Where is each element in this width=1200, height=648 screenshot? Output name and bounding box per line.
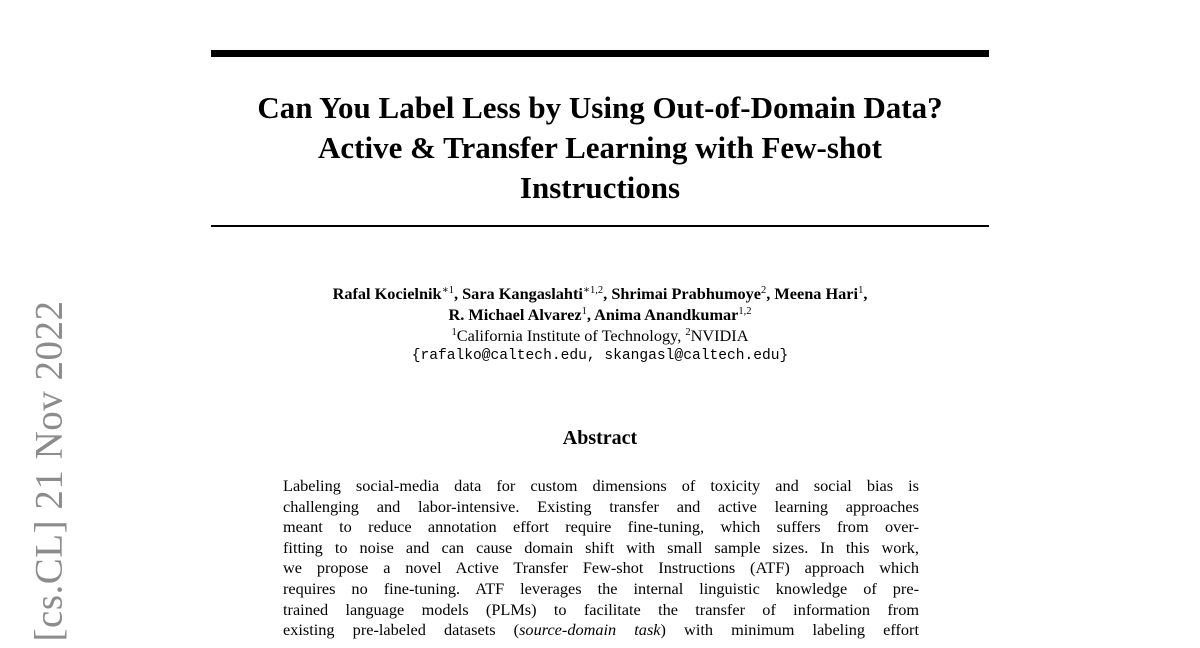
affiliation-name: California Institute of Technology, (456, 326, 686, 345)
author-sep: , (863, 284, 868, 303)
author-name: Rafal Kocielnik (332, 284, 442, 303)
affil-marker: 1 (451, 327, 457, 338)
author-name: Meena Hari (774, 284, 859, 303)
author-line-2 (211, 304, 989, 325)
title-bottom-rule (211, 225, 989, 227)
author-name: Sara Kangaslahti (462, 284, 583, 303)
author-affil: ∗1,2 (582, 285, 604, 296)
author-affil: 1 (858, 285, 864, 296)
abstract-heading: Abstract (562, 427, 638, 449)
author-affil: 2 (761, 285, 767, 296)
abstract-text: ) with minimum labeling effort (660, 620, 919, 640)
author-block (211, 283, 989, 367)
affiliation-name: NVIDIA (690, 326, 749, 345)
abstract-line: trained language models (PLMs) to facilitate the transfer of information from (283, 599, 919, 619)
abstract-line: Labeling social-media data for custom dimensions of toxicity and social bias is (283, 476, 919, 495)
author-emails: {rafalko@caltech.edu, skangasl@caltech.edu} (411, 348, 789, 364)
abstract-emphasis: source-domain task (519, 620, 661, 640)
author-name: Shrimai Prabhumoye (611, 284, 762, 303)
affil-marker: 2 (685, 327, 691, 338)
author-affil: 1,2 (738, 306, 752, 317)
author-name: R. Michael Alvarez (448, 305, 582, 324)
abstract-line (283, 620, 919, 641)
title-line: Instructions (519, 170, 681, 205)
abstract-line: we propose a novel Active Transfer Few-shot Instructions (ATF) approach which (283, 558, 919, 578)
title-top-rule (211, 50, 989, 57)
author-name: Anima Anandkumar (594, 305, 739, 324)
abstract-line: challenging and labor-intensive. Existing transfer and active learning approaches (283, 496, 919, 516)
title-line: Active & Transfer Learning with Few-shot (318, 130, 882, 165)
paper-title (211, 88, 989, 208)
abstract-line: fitting to noise and can cause domain shift with small sample sizes. In this work, (283, 537, 919, 557)
author-line-1 (211, 283, 989, 304)
author-sep: , (766, 284, 775, 303)
abstract-line: meant to reduce annotation effort require fine-tuning, which suffers from over- (283, 517, 919, 537)
abstract-body (283, 476, 919, 641)
abstract-line: requires no fine-tuning. ATF leverages the internal linguistic knowledge of pre- (283, 578, 919, 598)
author-sep: , (603, 284, 612, 303)
arxiv-stamp-text: [cs.CL] 21 Nov 2022 (27, 300, 71, 642)
abstract-text: existing pre-labeled datasets ( (283, 620, 520, 640)
affiliation-line (211, 325, 989, 346)
arxiv-stamp (28, 300, 70, 642)
author-affil: 1 (581, 306, 587, 317)
author-affil: ∗1 (441, 285, 454, 296)
author-sep: , (586, 305, 595, 324)
author-sep: , (453, 284, 463, 303)
title-line: Can You Label Less by Using Out-of-Domain Data? (257, 90, 943, 125)
